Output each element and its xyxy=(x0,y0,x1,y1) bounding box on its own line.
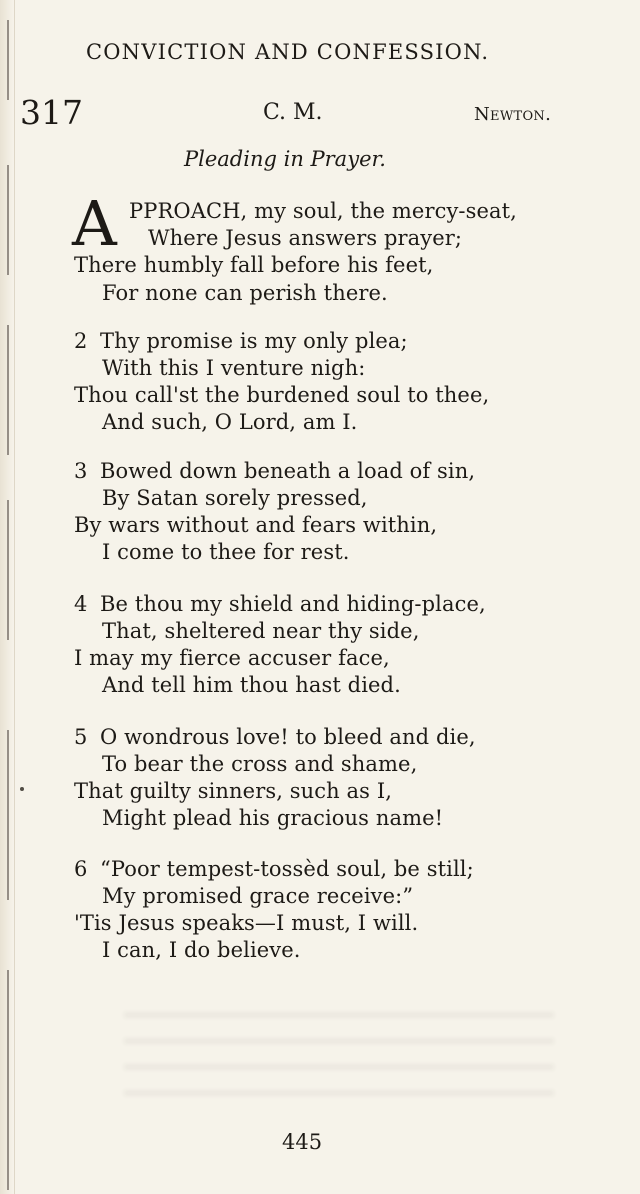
binding-mark xyxy=(7,165,9,275)
verse-line-text: Be thou my shield and hiding-place, xyxy=(100,592,486,616)
verse-4-line-4: And tell him thou hast died. xyxy=(102,673,401,697)
verse-3-line-2: By Satan sorely pressed, xyxy=(102,486,368,510)
binding-mark xyxy=(7,500,9,640)
hymn-number: 317 xyxy=(20,93,83,132)
verse-line-text: Bowed down beneath a load of sin, xyxy=(100,459,476,483)
verse-6-line-4: I can, I do believe. xyxy=(102,938,301,962)
hymn-subtitle: Pleading in Prayer. xyxy=(184,147,386,171)
verse-1-line-4: For none can perish there. xyxy=(102,281,388,305)
verse-number: 4 xyxy=(74,592,88,616)
running-head: CONVICTION AND CONFESSION. xyxy=(86,40,490,64)
binding-mark xyxy=(7,730,9,900)
verse-number: 3 xyxy=(74,459,88,483)
verse-6-line-1 xyxy=(74,856,474,883)
verse-line-text: “Poor tempest-tossèd soul, be still; xyxy=(100,857,474,881)
verse-5-line-2: To bear the cross and shame, xyxy=(102,752,418,776)
verse-1-line-2: Where Jesus answers prayer; xyxy=(148,226,463,250)
ink-speck xyxy=(20,787,24,791)
binding-mark xyxy=(7,325,9,455)
verse-6-line-2: My promised grace receive:” xyxy=(102,884,414,908)
verse-line-text: O wondrous love! to bleed and die, xyxy=(100,725,476,749)
verse-number: 6 xyxy=(74,857,88,881)
verse-5-line-1 xyxy=(74,724,476,751)
page-binding-edge xyxy=(0,0,15,1194)
verse-2-line-1 xyxy=(74,328,408,355)
bleedthrough-shadow xyxy=(124,1012,554,1102)
verse-4-line-2: That, sheltered near thy side, xyxy=(102,619,420,643)
verse-3-line-3: By wars without and fears within, xyxy=(74,513,438,537)
verse-2-line-4: And such, O Lord, am I. xyxy=(102,410,358,434)
verse-5-line-4: Might plead his gracious name! xyxy=(102,806,444,830)
page-number: 445 xyxy=(282,1130,323,1154)
verse-6-line-3: 'Tis Jesus speaks—I must, I will. xyxy=(74,911,419,935)
verse-4-line-3: I may my fierce accuser face, xyxy=(74,646,390,670)
dropcap: A xyxy=(72,187,117,260)
verse-number: 5 xyxy=(74,725,88,749)
verse-2-line-2: With this I venture nigh: xyxy=(102,356,366,380)
verse-3-line-1 xyxy=(74,458,475,485)
verse-2-line-3: Thou call'st the burdened soul to thee, xyxy=(74,383,490,407)
verse-4-line-1 xyxy=(74,591,486,618)
hymn-author: Newton. xyxy=(474,104,552,125)
verse-1-line-1: PPROACH, my soul, the mercy-seat, xyxy=(129,199,517,223)
binding-mark xyxy=(7,20,9,100)
verse-line-text: Thy promise is my only plea; xyxy=(100,329,408,353)
verse-3-line-4: I come to thee for rest. xyxy=(102,540,350,564)
verse-1-line-3: There humbly fall before his feet, xyxy=(74,253,434,277)
verse-5-line-3: That guilty sinners, such as I, xyxy=(74,779,392,803)
verse-number: 2 xyxy=(74,329,88,353)
hymn-meter: C. M. xyxy=(263,100,323,125)
binding-mark xyxy=(7,970,9,1190)
